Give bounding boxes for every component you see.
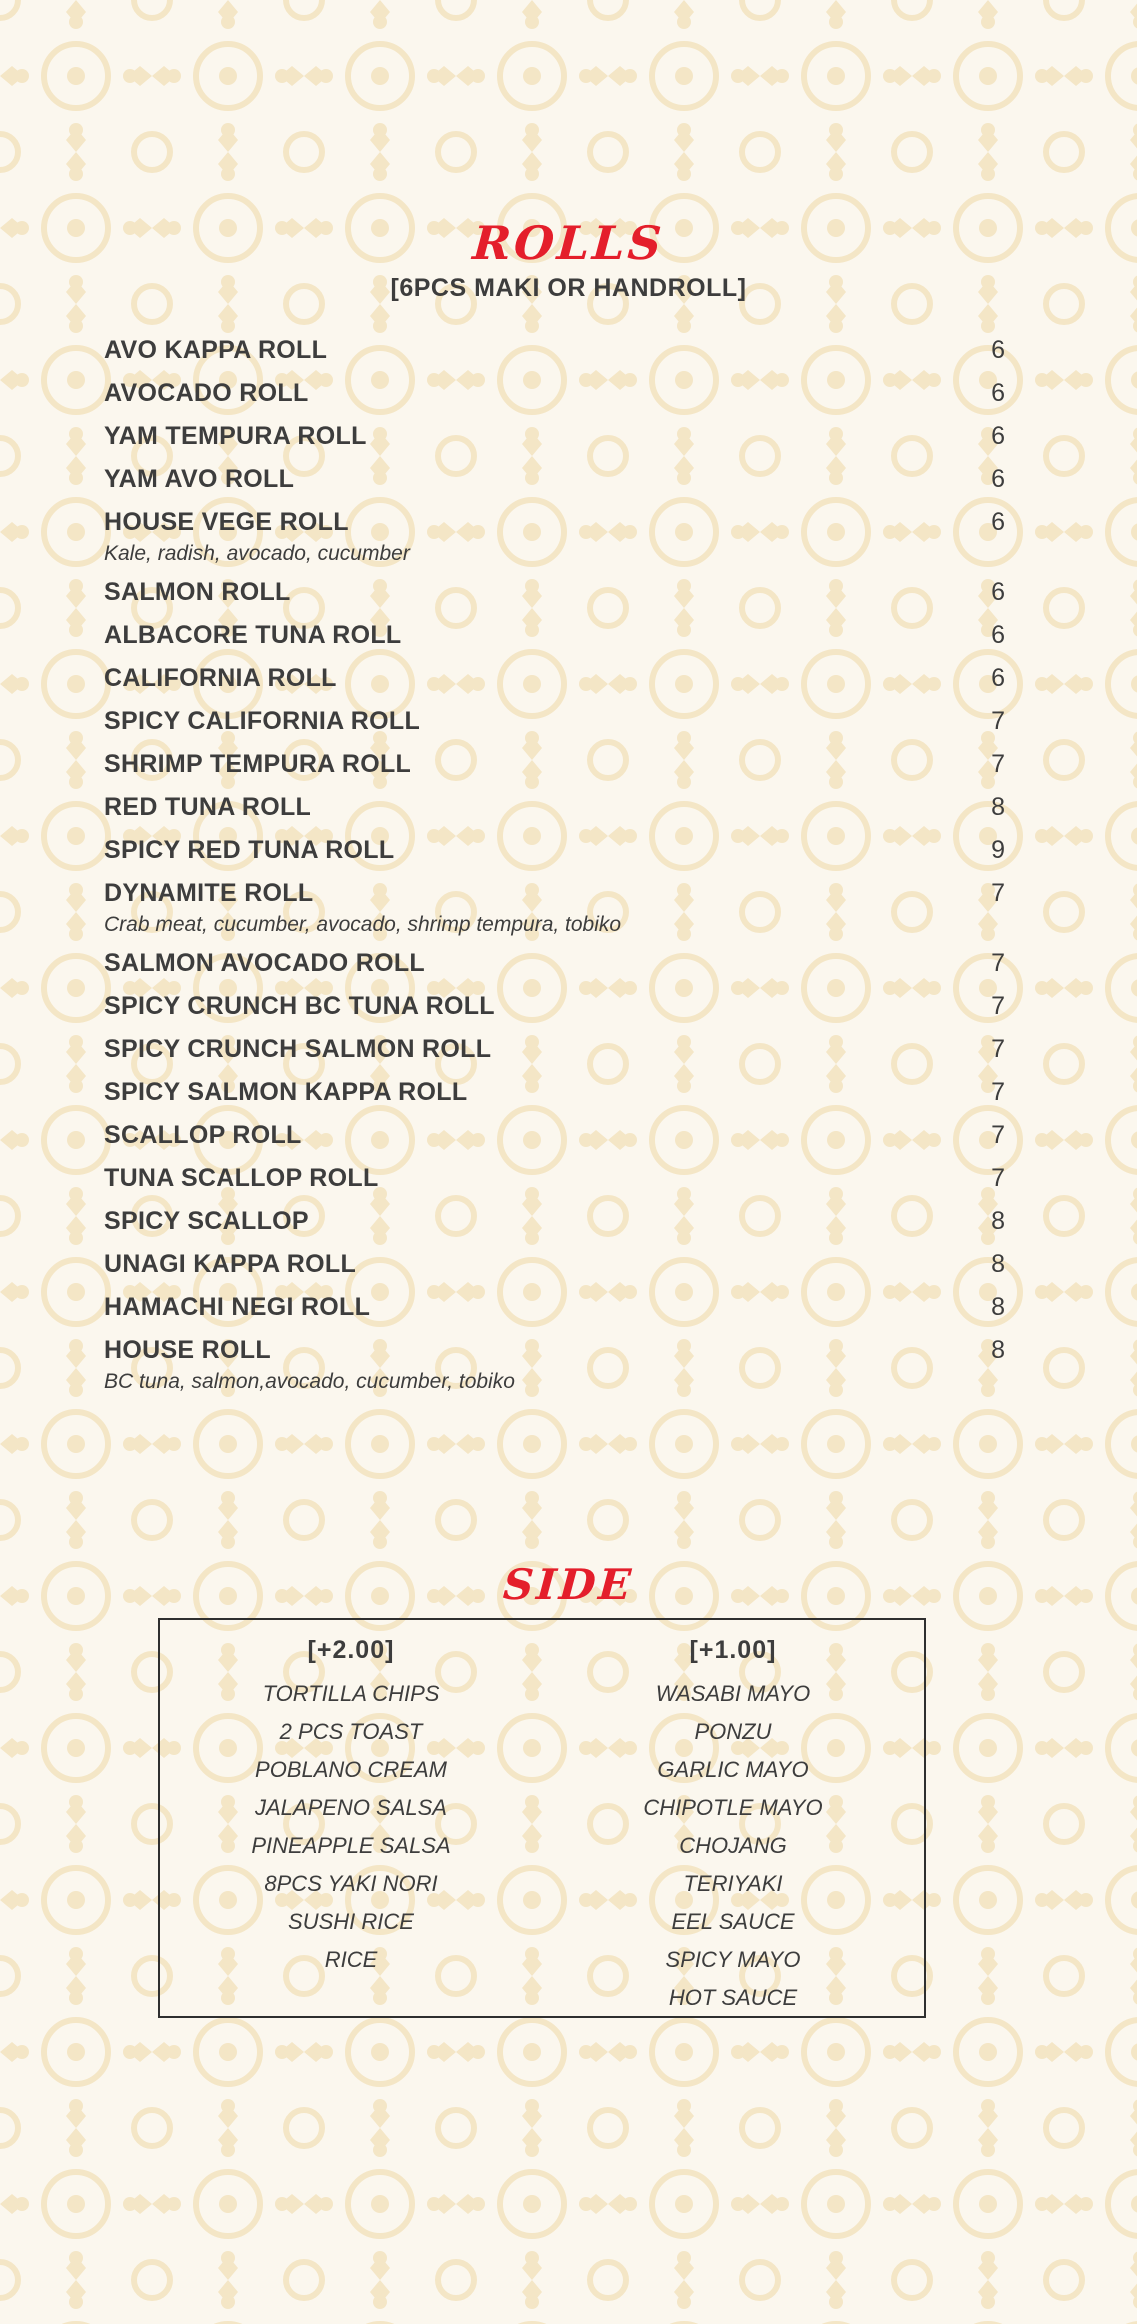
side-items-list <box>160 1675 542 1979</box>
menu-item-price: 8 <box>991 1207 1005 1235</box>
menu-item-line <box>104 1200 1005 1243</box>
menu-item-price: 7 <box>991 992 1005 1020</box>
side-column-header: [+1.00] <box>689 1636 777 1664</box>
menu-item-description: Crab meat, cucumber, avocado, shrimp tempura, tobiko <box>104 913 622 936</box>
side-item: RICE <box>324 1947 378 1972</box>
menu-item-name: DYNAMITE ROLL <box>104 879 314 907</box>
menu-item-line <box>104 1071 1005 1114</box>
menu-item-price: 6 <box>991 465 1005 493</box>
menu-item <box>104 1157 1005 1200</box>
menu-item-name: AVOCADO ROLL <box>104 379 309 407</box>
menu-item <box>104 700 1005 743</box>
menu-item <box>104 743 1005 786</box>
menu-item-price: 8 <box>991 1250 1005 1278</box>
menu-item-name: RED TUNA ROLL <box>104 793 312 821</box>
menu-item-line <box>104 700 1005 743</box>
menu-item <box>104 872 1005 942</box>
menu-item-price: 7 <box>991 879 1005 907</box>
menu-item-line <box>104 614 1005 657</box>
menu-item-line <box>104 985 1005 1028</box>
side-column-header: [+2.00] <box>307 1636 395 1664</box>
side-item: TORTILLA CHIPS <box>262 1681 440 1706</box>
menu-item-name: SCALLOP ROLL <box>104 1121 302 1149</box>
menu-item-name: SPICY CRUNCH SALMON ROLL <box>104 1035 492 1063</box>
menu-item-name: SHRIMP TEMPURA ROLL <box>104 750 412 778</box>
menu-item-name: HOUSE ROLL <box>104 1336 271 1364</box>
menu-item-price: 6 <box>991 379 1005 407</box>
menu-item <box>104 1200 1005 1243</box>
menu-item-price: 7 <box>991 1035 1005 1063</box>
side-items-list <box>542 1675 924 2017</box>
menu-item <box>104 571 1005 614</box>
menu-item-line <box>104 1243 1005 1286</box>
menu-item-name: SPICY RED TUNA ROLL <box>104 836 395 864</box>
menu-item <box>104 458 1005 501</box>
side-item: 8PCS YAKI NORI <box>264 1871 438 1896</box>
menu-item-line <box>104 329 1005 372</box>
menu-item <box>104 985 1005 1028</box>
side-item: PONZU <box>694 1719 772 1744</box>
menu-item <box>104 1028 1005 1071</box>
menu-item <box>104 372 1005 415</box>
menu-item-line <box>104 743 1005 786</box>
menu-item <box>104 1329 1005 1399</box>
menu-item-line <box>104 786 1005 829</box>
menu-item-name: CALIFORNIA ROLL <box>104 664 337 692</box>
rolls-section-title: ROLLS <box>471 216 666 270</box>
menu-item-price: 7 <box>991 707 1005 735</box>
rolls-section-subtitle: [6PCS MAKI OR HANDROLL] <box>390 274 747 302</box>
menu-item-price: 6 <box>991 578 1005 606</box>
menu-item-line <box>104 1028 1005 1071</box>
side-item: 2 PCS TOAST <box>279 1719 423 1744</box>
menu-item-name: SPICY CRUNCH BC TUNA ROLL <box>104 992 495 1020</box>
menu-item-line <box>104 829 1005 872</box>
side-item: POBLANO CREAM <box>255 1757 447 1782</box>
menu-item-name: UNAGI KAPPA ROLL <box>104 1250 357 1278</box>
menu-item-price: 6 <box>991 664 1005 692</box>
menu-item-line <box>104 458 1005 501</box>
menu-item-price: 6 <box>991 336 1005 364</box>
side-item: SUSHI RICE <box>288 1909 414 1934</box>
menu-item-price: 6 <box>991 508 1005 536</box>
menu-item-line <box>104 415 1005 458</box>
menu-item-price: 7 <box>991 1164 1005 1192</box>
menu-item-price: 6 <box>991 422 1005 450</box>
menu-item-line <box>104 372 1005 415</box>
menu-item-price: 6 <box>991 621 1005 649</box>
side-item: WASABI MAYO <box>655 1681 811 1706</box>
side-item: GARLIC MAYO <box>657 1757 809 1782</box>
menu-item-name: YAM AVO ROLL <box>104 465 295 493</box>
menu-item-price: 8 <box>991 1336 1005 1364</box>
menu-item-price: 7 <box>991 1121 1005 1149</box>
menu-item-name: AVO KAPPA ROLL <box>104 336 328 364</box>
menu-item-name: TUNA SCALLOP ROLL <box>104 1164 379 1192</box>
menu-item <box>104 829 1005 872</box>
menu-item-name: SPICY SALMON KAPPA ROLL <box>104 1078 468 1106</box>
menu-item-name: SPICY CALIFORNIA ROLL <box>104 707 421 735</box>
menu-item-description: BC tuna, salmon,avocado, cucumber, tobiko <box>104 1370 515 1393</box>
menu-item-price: 8 <box>991 1293 1005 1321</box>
side-section-title: SIDE <box>501 1560 636 1609</box>
rolls-list <box>104 329 1005 1399</box>
menu-item-name: YAM TEMPURA ROLL <box>104 422 367 450</box>
menu-item-line <box>104 657 1005 700</box>
side-item: JALAPENO SALSA <box>255 1795 447 1820</box>
menu-item <box>104 786 1005 829</box>
menu-item <box>104 942 1005 985</box>
menu-item-line <box>104 1114 1005 1157</box>
side-item: TERIYAKI <box>683 1871 783 1896</box>
menu-item-line <box>104 571 1005 614</box>
menu-item <box>104 501 1005 571</box>
menu-item <box>104 1071 1005 1114</box>
menu-item-name: HOUSE VEGE ROLL <box>104 508 349 536</box>
menu-item-description: Kale, radish, avocado, cucumber <box>104 542 410 565</box>
menu-item-price: 9 <box>991 836 1005 864</box>
menu-item-name: SALMON AVOCADO ROLL <box>104 949 425 977</box>
side-item: HOT SAUCE <box>668 1985 798 2010</box>
menu-item <box>104 657 1005 700</box>
menu-item-price: 7 <box>991 1078 1005 1106</box>
side-column-plus-2 <box>160 1636 542 2016</box>
side-item: EEL SAUCE <box>671 1909 795 1934</box>
side-options-box <box>158 1618 926 2018</box>
menu-item-name: ALBACORE TUNA ROLL <box>104 621 402 649</box>
side-item: CHIPOTLE MAYO <box>643 1795 823 1820</box>
menu-item-price: 8 <box>991 793 1005 821</box>
menu-item <box>104 1114 1005 1157</box>
menu-item-name: HAMACHI NEGI ROLL <box>104 1293 371 1321</box>
menu-item <box>104 1286 1005 1329</box>
menu-item-name: SALMON ROLL <box>104 578 291 606</box>
menu-item <box>104 1243 1005 1286</box>
menu-item-price: 7 <box>991 949 1005 977</box>
menu-item <box>104 415 1005 458</box>
side-column-plus-1 <box>542 1636 924 2016</box>
menu-item-price: 7 <box>991 750 1005 778</box>
menu-item-line <box>104 1286 1005 1329</box>
menu-item <box>104 614 1005 657</box>
menu-item-line <box>104 942 1005 985</box>
menu-item-line <box>104 1157 1005 1200</box>
side-item: SPICY MAYO <box>665 1947 801 1972</box>
menu-item <box>104 329 1005 372</box>
side-item: PINEAPPLE SALSA <box>251 1833 451 1858</box>
menu-item-name: SPICY SCALLOP <box>104 1207 309 1235</box>
side-item: CHOJANG <box>679 1833 787 1858</box>
